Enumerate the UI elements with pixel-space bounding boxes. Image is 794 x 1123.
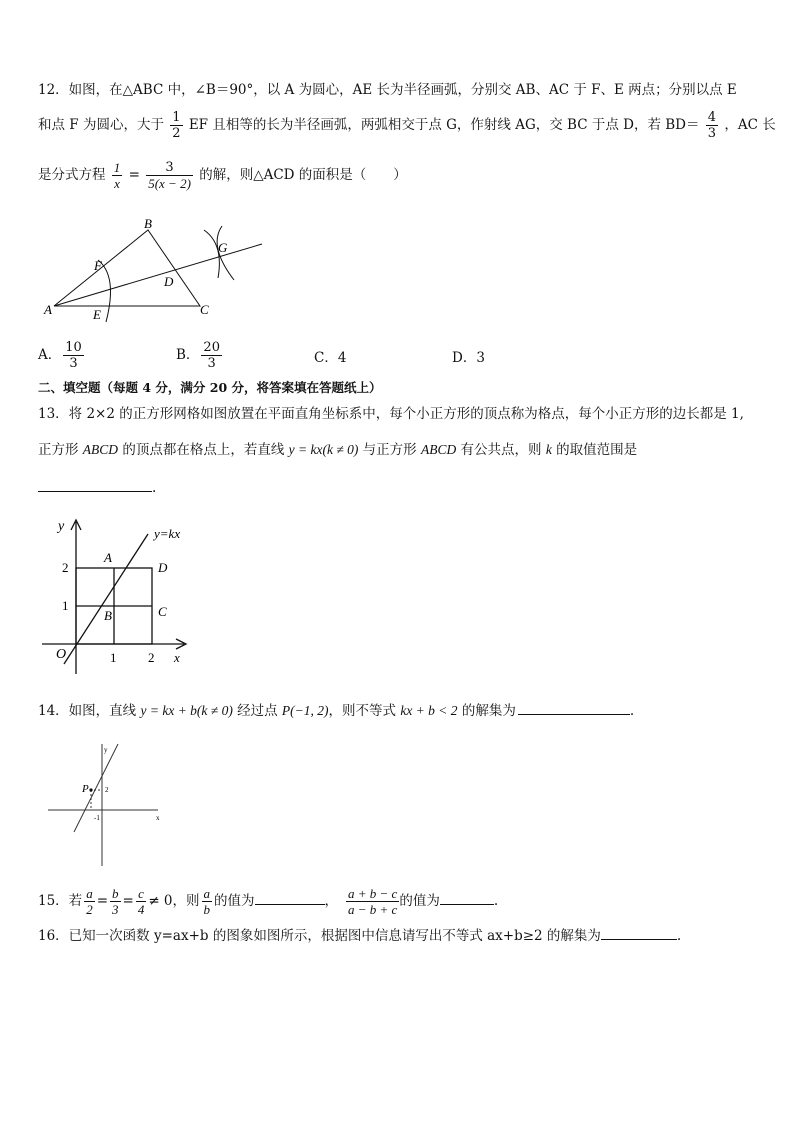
grid-label-C: C [158, 604, 167, 619]
q15-blank-2[interactable] [440, 892, 494, 905]
q14-line: 14．如图，直线 y = kx + b(k ≠ 0) 经过点 P(−1, 2)，则不等式 kx + b < 2 的解集为 . [38, 703, 635, 719]
q15-line: 15．若 $\frac{a}{2}$ = $\frac{b}{3}$ = $\frac{c}{4}$ ≠ 0，则 $\frac{a}{b}$ 的值为 ， $\frac{a + b - c}{a - b + c}$ 的值为 . [38, 886, 499, 917]
eq-sign: = [128, 167, 140, 183]
q14-axis-x: x [156, 814, 160, 822]
q15-blank-1[interactable] [255, 892, 325, 905]
q16-line: 16．已知一次函数 y=ax+b 的图象如图所示，根据图中信息请写出不等式 ax+b≥2 的解集为 . [38, 928, 682, 944]
label-A: A [44, 302, 52, 317]
q12-line3-b: 的解，则△ACD 的面积是（ ） [199, 167, 407, 183]
axis-x-label: x [174, 650, 180, 665]
half-fraction: $\frac{1}{2}$ [172, 110, 181, 141]
label-F: F [94, 258, 102, 273]
option-d[interactable]: D．3 [452, 350, 485, 366]
q12-line2-b: EF 且相等的长为半径画弧，两弧相交于点 G，作射线 AG，交 BC 于点 D，若 BD＝ [188, 117, 700, 133]
line-label: y=kx [154, 526, 181, 541]
q13-line1: 13．将 2×2 的正方形网格如图放置在平面直角坐标系中，每个小正方形的顶点称为格点，每个小正方形的边长都是 1, [38, 406, 744, 422]
grid-label-A: A [104, 550, 112, 565]
label-D: D [164, 274, 174, 289]
grid-label-B: B [104, 608, 112, 623]
option-a[interactable]: A． $\frac{10}{3}$ [38, 340, 82, 371]
section-2-heading: 二、填空题（每题 4 分，满分 20 分，将答案填在答题纸上） [38, 380, 382, 395]
q13-line2: 正方形 ABCD 的顶点都在格点上，若直线 y = kx(k ≠ 0) 与正方形 ABCD 有公共点，则 k 的取值范围是 [38, 442, 638, 458]
label-C: C [200, 302, 209, 317]
q14-line-figure [44, 740, 168, 868]
q12-line3 [38, 160, 407, 191]
q13-answer-line[interactable]: . [38, 478, 156, 498]
q12-line3-a: 是分式方程 [38, 167, 106, 183]
q12-line2-a: 和点 F 为圆心，大于 [38, 117, 164, 133]
y-tick-2: 2 [62, 560, 69, 575]
q13-blank[interactable] [38, 479, 152, 492]
q12-line2-c: ，AC 长 [724, 117, 776, 133]
q12-line1: 12．如图，在△ABC 中，∠B＝90°，以 A 为圆心，AE 长为半径画弧，分别交 AB、AC 于 F、E 两点；分别以点 E [38, 82, 737, 98]
eq-rhs-fraction: $\frac{3}{5(x - 2)}$ [148, 160, 191, 191]
q14-blank[interactable] [518, 702, 630, 715]
label-G: G [218, 240, 228, 255]
x-tick-2: 2 [148, 650, 155, 665]
q12-triangle-figure [36, 216, 276, 326]
point-P-label: P [82, 783, 89, 795]
label-B: B [144, 216, 152, 231]
grid-label-D: D [158, 560, 168, 575]
q13-grid-figure [36, 516, 206, 676]
origin-label: O [56, 647, 67, 662]
label-E: E [93, 307, 101, 322]
q14-axis-y: y [104, 746, 108, 754]
option-b[interactable]: B． $\frac{20}{3}$ [176, 340, 220, 371]
x-tick-1: 1 [110, 650, 117, 665]
axis-y-label: y [58, 519, 65, 534]
q16-blank[interactable] [601, 927, 677, 940]
eq-lhs-fraction: $\frac{1}{x}$ [113, 160, 121, 191]
y-tick-1: 1 [62, 598, 69, 613]
q12-line2 [38, 110, 776, 141]
option-c[interactable]: C．4 [314, 350, 347, 366]
q14-tick-neg1: -1 [94, 814, 100, 822]
q14-tick-2: 2 [105, 786, 109, 794]
bd-fraction: $\frac{4}{3}$ [707, 110, 717, 141]
